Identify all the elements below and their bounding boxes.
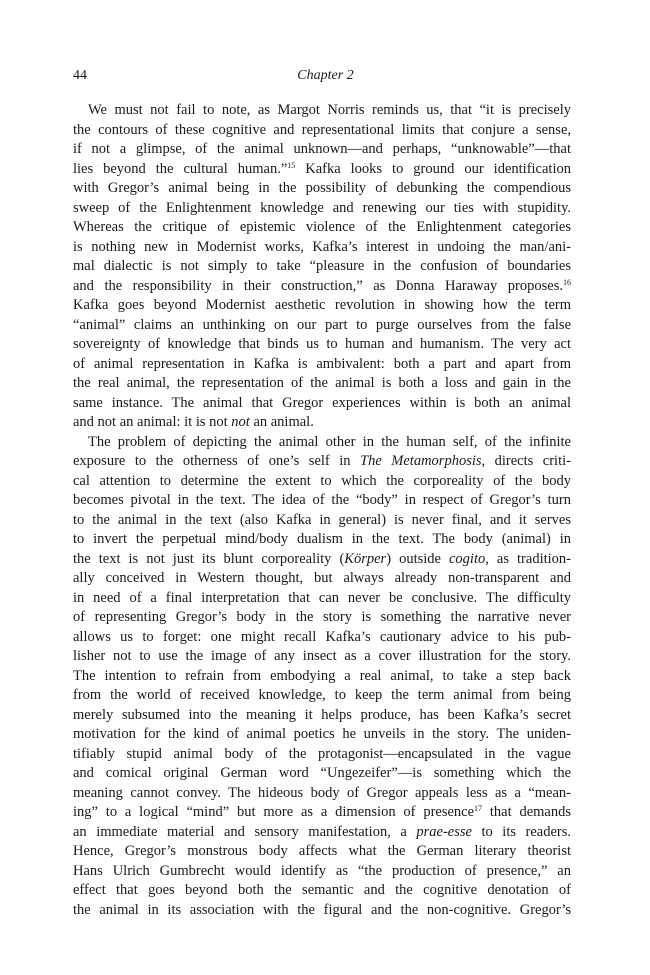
text-run: Whereas the critique of epistemic violence of the Enlightenment categories xyxy=(73,219,571,235)
text-run: Hans Ulrich Gumbrecht would identify as “the production of presence,” an xyxy=(73,862,571,879)
text-line xyxy=(73,472,571,492)
text-run: with Gregor’s animal being in the possibility of debunking the compendious xyxy=(73,180,571,196)
text-run: the text is not just its blunt corporeality ( xyxy=(73,550,345,567)
text-line xyxy=(73,608,571,628)
text-run: ) outside xyxy=(386,550,449,567)
text-line xyxy=(73,823,571,843)
text-run: exposure to the otherness of one’s self in xyxy=(73,453,361,469)
page-number: 44 xyxy=(73,68,87,83)
running-head: Chapter 2 xyxy=(297,68,354,83)
text-line xyxy=(73,374,571,394)
italic-text: prae-esse xyxy=(416,823,472,840)
text-line xyxy=(73,257,571,277)
paragraph xyxy=(73,101,571,433)
text-line xyxy=(73,881,571,901)
text-run: of animal representation in Kafka is ambivalent: both a part and apart from xyxy=(73,355,571,372)
text-run: sovereignty of knowledge that binds us to human and humanism. The very act xyxy=(73,336,571,352)
text-line xyxy=(73,764,571,784)
text-run: in need of a final interpretation that can never be conclusive. The difficulty xyxy=(73,589,571,606)
text-line xyxy=(73,238,571,258)
text-run: The intention to refrain from embodying a real animal, to take a step back xyxy=(73,667,571,684)
text-run: ally conceived in Western thought, but always already non-transparent and xyxy=(73,570,571,586)
text-line xyxy=(73,725,571,745)
text-run: “animal” claims an unthinking on our part to purge ourselves from the false xyxy=(73,316,571,333)
text-run: if not a glimpse, of the animal unknown—and perhaps, “unknowable”—that xyxy=(73,141,571,157)
page-header xyxy=(73,68,578,88)
text-run: tifiably stupid animal body of the protagonist—encapsulated in the vague xyxy=(73,745,571,762)
paragraph xyxy=(73,433,571,921)
text-run: lies beyond the cultural human.” xyxy=(73,160,288,177)
text-line xyxy=(73,355,571,375)
footnote-marker: 16 xyxy=(563,277,571,287)
text-run: and not an animal: it is not xyxy=(73,414,232,430)
text-line xyxy=(73,530,571,550)
text-run: becomes pivotal in the text. The idea of the “body” in respect of Gregor’s turn xyxy=(73,492,571,508)
text-run: allows us to forget: one might recall Kafka’s cautionary advice to his pub- xyxy=(73,628,571,645)
text-run: Kafka looks to ground our identification xyxy=(295,160,571,177)
text-line xyxy=(73,569,571,589)
footnote-marker: 15 xyxy=(287,160,296,170)
text-run: to the animal in the text (also Kafka in general) is never final, and it serves xyxy=(73,511,571,528)
text-line xyxy=(73,803,571,823)
text-run: an animal. xyxy=(249,414,314,430)
text-run: is nothing new in Modernist works, Kafka’s interest in undoing the man/ani- xyxy=(73,238,571,255)
text-run: sweep of the Enlightenment knowledge and renewing our ties with stupidity. xyxy=(73,199,571,216)
text-line xyxy=(73,121,571,141)
text-line xyxy=(73,511,571,531)
text-line xyxy=(73,316,571,336)
text-run: of representing Gregor’s body in the story is something the narrative never xyxy=(73,609,571,625)
text-run: same instance. The animal that Gregor experiences within is both an animal xyxy=(73,394,571,411)
text-line xyxy=(73,706,571,726)
text-run: , directs criti- xyxy=(481,453,571,469)
text-run: merely subsumed into the meaning it helps produce, has been Kafka’s secret xyxy=(73,706,571,723)
text-run: and the responsibility in their construction,” as Donna Haraway proposes. xyxy=(73,277,563,294)
text-run: the contours of these cognitive and representational limits that conjure a sense, xyxy=(73,121,571,138)
text-line xyxy=(73,218,571,238)
text-line xyxy=(73,667,571,687)
text-run: lisher not to use the image of any insect as a cover illustration for the story. xyxy=(73,648,571,664)
text-run: cal attention to determine the extent to which the corporeality of the body xyxy=(73,472,571,489)
text-run: The problem of depicting the animal other in the human self, of the infinite xyxy=(88,433,571,450)
text-line xyxy=(73,413,571,433)
text-line xyxy=(73,277,571,297)
text-line xyxy=(73,394,571,414)
text-line xyxy=(73,140,571,160)
body-text xyxy=(73,101,571,920)
text-run: Hence, Gregor’s monstrous body affects what the German literary theorist xyxy=(73,843,571,859)
italic-text: not xyxy=(231,414,250,430)
text-run: motivation for the kind of animal poetics he unveils in the story. The uniden- xyxy=(73,726,571,742)
text-line xyxy=(73,550,571,570)
text-line xyxy=(73,160,571,180)
text-line xyxy=(73,179,571,199)
text-line xyxy=(73,842,571,862)
text-line xyxy=(73,686,571,706)
text-line xyxy=(73,491,571,511)
text-run: meaning cannot convey. The hideous body of Gregor appeals less as a “mean- xyxy=(73,784,571,801)
italic-text: Körper xyxy=(344,550,387,567)
text-line xyxy=(73,901,571,921)
text-run: and comical original German word “Ungezeifer”—is something which the xyxy=(73,765,571,781)
text-line xyxy=(73,784,571,804)
footnote-marker: 17 xyxy=(474,804,483,813)
text-line xyxy=(73,433,571,453)
text-run: an immediate material and sensory manifestation, a xyxy=(73,823,417,840)
text-line xyxy=(73,647,571,667)
text-line xyxy=(73,452,571,472)
text-run: the animal in its association with the figural and the non-cognitive. Gregor’s xyxy=(73,901,571,918)
text-run: the real animal, the representation of the animal is both a loss and gain in the xyxy=(73,375,571,391)
text-run: effect that goes beyond both the semantic and the cognitive denotation of xyxy=(73,882,571,898)
text-line xyxy=(73,589,571,609)
text-line xyxy=(73,628,571,648)
text-run: mal dialectic is not simply to take “pleasure in the confusion of boundaries xyxy=(73,258,571,274)
text-line xyxy=(73,199,571,219)
text-run: to invert the perpetual mind/body dualism in the text. The body (animal) in xyxy=(73,531,571,547)
text-line xyxy=(73,745,571,765)
text-line xyxy=(73,335,571,355)
text-run: to its readers. xyxy=(471,823,572,840)
text-line xyxy=(73,296,571,316)
text-run: We must not fail to note, as Margot Norris reminds us, that “it is precisely xyxy=(88,102,571,118)
text-run: that demands xyxy=(482,804,572,820)
italic-text: cogito xyxy=(449,550,486,567)
text-run: ing” to a logical “mind” but more as a dimension of presence xyxy=(73,804,475,820)
text-run: Kafka goes beyond Modernist aesthetic revolution in showing how the term xyxy=(73,297,571,313)
text-run: from the world of received knowledge, to keep the term animal from being xyxy=(73,687,571,703)
text-run: , as tradition- xyxy=(485,550,571,567)
text-line xyxy=(73,101,571,121)
italic-text: The Metamorphosis xyxy=(360,453,482,469)
text-line xyxy=(73,862,571,882)
